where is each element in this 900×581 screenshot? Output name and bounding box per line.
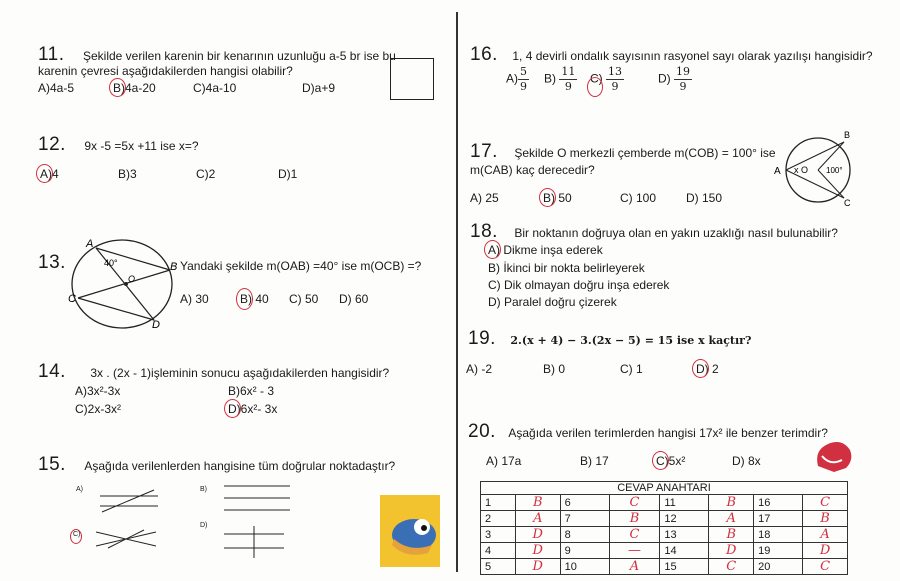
question-number-cell: 18 [754, 527, 803, 543]
answer-circle-mark [539, 188, 556, 207]
answer-cell: A [709, 511, 754, 527]
option-b[interactable]: B) İkinci bir nokta belirleyerek [488, 261, 645, 275]
option-d[interactable]: D) 8x [732, 454, 761, 468]
option-d[interactable]: D) 150 [686, 191, 723, 205]
option-d[interactable]: D) 60 [339, 292, 369, 306]
option-c-label[interactable]: C) [70, 529, 82, 543]
answer-cell: C [803, 495, 848, 511]
option-c-lines-figure [94, 528, 158, 550]
option-d-lines-figure [222, 526, 286, 558]
question-number-cell: 11 [660, 495, 709, 511]
question-20 [468, 421, 828, 443]
option-b[interactable]: B)3 [118, 167, 137, 181]
question-number: 12. [38, 134, 66, 155]
answer-circle-mark [224, 399, 241, 418]
question-number: 20. [468, 421, 496, 442]
option-d[interactable]: D) $\frac{19}{9}$ [658, 65, 691, 93]
answer-circle-mark [652, 451, 669, 470]
answer-key-row [481, 495, 848, 511]
option-a[interactable]: A) -2 [466, 362, 493, 376]
option-d[interactable]: D) 2 [696, 362, 719, 376]
question-text: Şekilde O merkezli çemberde m(COB) = 100° ise [514, 146, 776, 160]
question-number-cell: 8 [560, 527, 609, 543]
question-number-13: 13. [38, 252, 66, 273]
option-b[interactable]: B)6x² - 3 [228, 384, 275, 398]
option-a-label[interactable]: A) [76, 486, 83, 493]
answer-cell: B [803, 511, 848, 527]
question-number: 16. [470, 44, 498, 65]
question-number: 19. [468, 328, 496, 349]
question-text: 3x . (2x - 1)işleminin sonucu aşağıdakilerden hangisidir? [90, 366, 390, 380]
answer-cell: C [709, 559, 754, 575]
answer-key-row [481, 527, 848, 543]
answer-cell: B [709, 495, 754, 511]
answer-cell: A [609, 559, 660, 575]
option-c[interactable]: C)5x² [656, 454, 685, 468]
option-b-label[interactable]: B) [200, 486, 207, 493]
answer-circle-mark [484, 240, 501, 259]
question-number-cell: 7 [560, 511, 609, 527]
answer-key-row [481, 543, 848, 559]
option-d-label[interactable]: D) [200, 522, 208, 529]
answer-circle-mark [587, 77, 603, 97]
question-16 [470, 44, 873, 66]
option-a[interactable]: A) $\frac{5}{9}$ [506, 65, 527, 93]
question-number-cell: 6 [560, 495, 609, 511]
answer-key-table [480, 481, 848, 575]
question-text-cont: m(CAB) kaç derecedir? [470, 163, 595, 177]
page-divider [456, 12, 458, 572]
point-c-label: C [68, 293, 76, 305]
answer-cell: — [609, 543, 660, 559]
question-number-cell: 20 [754, 559, 803, 575]
question-text: 9x -5 =5x +11 ise x=? [84, 139, 199, 153]
option-d[interactable]: D) Paralel doğru çizerek [488, 295, 617, 309]
option-a[interactable]: A)4a-5 [38, 81, 75, 95]
question-number: 11. [38, 44, 65, 65]
question-text: Yandaki şekilde m(OAB) =40° ise m(OCB) =? [180, 259, 422, 273]
question-number-cell: 19 [754, 543, 803, 559]
answer-cell: B [515, 495, 560, 511]
option-a-lines-figure [98, 488, 160, 514]
question-number-cell: 13 [660, 527, 709, 543]
thinking-person-icon [812, 436, 856, 476]
question-number-cell: 9 [560, 543, 609, 559]
option-c[interactable]: C)2 [196, 167, 216, 181]
angle-label: 40° [104, 258, 118, 268]
answer-key-row [481, 511, 848, 527]
question-number-cell: 17 [754, 511, 803, 527]
option-a[interactable]: A)4 [40, 167, 59, 181]
question-12 [38, 134, 199, 156]
question-number-cell: 3 [481, 527, 516, 543]
option-c[interactable]: C) 100 [620, 191, 657, 205]
circle-central-angle-figure [770, 128, 856, 208]
point-a-label: A [774, 166, 781, 177]
option-a[interactable]: A) 30 [180, 292, 209, 306]
option-b[interactable]: B) 50 [543, 191, 572, 205]
answer-cell: D [515, 527, 560, 543]
point-a-label: A [86, 238, 94, 250]
answer-cell: A [803, 527, 848, 543]
question-text-cont: karenin çevresi aşağıdakilerden hangisi olabilir? [38, 64, 293, 78]
inner-labels: x O [794, 165, 809, 175]
question-number-cell: 5 [481, 559, 516, 575]
question-number-cell: 1 [481, 495, 516, 511]
question-text: Şekilde verilen karenin bir kenarının uzunluğu a-5 br ise bu [82, 49, 396, 63]
answer-circle-mark [36, 164, 53, 183]
option-b[interactable]: B) 17 [580, 454, 609, 468]
answer-circle-mark [236, 288, 253, 310]
answer-cell: D [515, 559, 560, 575]
question-17 [470, 141, 776, 163]
answer-cell: A [515, 511, 560, 527]
question-number-cell: 10 [560, 559, 609, 575]
question-number: 18. [470, 221, 498, 242]
question-number-cell: 12 [660, 511, 709, 527]
point-b-label: B [844, 130, 851, 140]
answer-circle-mark [692, 359, 709, 378]
angle-label: 100° [826, 166, 843, 175]
option-d[interactable]: D)1 [278, 167, 298, 181]
answer-key-row [481, 559, 848, 575]
option-d[interactable]: D)a+9 [302, 81, 336, 95]
option-c[interactable]: C) 1 [620, 362, 643, 376]
option-a[interactable]: A) 17a [486, 454, 522, 468]
option-d[interactable]: D)6x²- 3x [228, 402, 277, 416]
question-19 [468, 328, 751, 350]
circle-inscribed-angle-figure [64, 234, 184, 332]
question-number-cell: 16 [754, 495, 803, 511]
answer-cell: D [515, 543, 560, 559]
question-number-cell: 15 [660, 559, 709, 575]
point-o-label: O [128, 274, 136, 284]
question-text: 1, 4 devirli ondalık sayısının rasyonel sayı olarak yazılışı hangisidir? [512, 49, 873, 63]
option-c[interactable]: C) 50 [289, 292, 319, 306]
option-b[interactable]: B)4a-20 [113, 81, 156, 95]
question-number: 17. [470, 141, 498, 162]
option-c[interactable]: C)4a-10 [193, 81, 237, 95]
option-c[interactable]: C)2x-3x² [75, 402, 122, 416]
question-number: 14. [38, 361, 66, 382]
option-b[interactable]: B) 40 [240, 292, 269, 306]
point-b-label: B [170, 261, 178, 273]
question-18 [470, 221, 838, 243]
question-number: 15. [38, 454, 66, 475]
answer-cell: B [609, 511, 660, 527]
option-b[interactable]: B) 0 [543, 362, 566, 376]
answer-key-title: CEVAP ANAHTARI [480, 481, 848, 494]
question-text: 2.(x + 4) − 3.(2x − 5) = 15 ise x kaçtır? [510, 334, 752, 347]
answer-cell: C [803, 559, 848, 575]
option-a[interactable]: A) Dikme inşa ederek [488, 243, 603, 257]
option-c[interactable]: C) $\frac{13}{9}$ [590, 66, 624, 93]
option-b-lines-figure [222, 482, 292, 514]
question-number-cell: 2 [481, 511, 516, 527]
question-14 [38, 361, 389, 383]
question-number-cell: 14 [660, 543, 709, 559]
point-d-label: D [152, 319, 160, 331]
option-a[interactable]: A) 25 [470, 191, 499, 205]
answer-circle-mark [109, 78, 126, 97]
answer-cell: B [709, 527, 754, 543]
question-number-cell: 4 [481, 543, 516, 559]
question-text: Bir noktanın doğruya olan en yakın uzaklığı nasıl bulunabilir? [514, 226, 838, 240]
answer-cell: C [609, 495, 660, 511]
answer-cell: C [609, 527, 660, 543]
question-text: Aşağıda verilen terimlerden hangisi 17x² ile benzer terimdir? [508, 426, 828, 440]
square-figure [390, 58, 434, 100]
answer-cell: D [709, 543, 754, 559]
question-11 [38, 44, 396, 66]
answer-cell: D [803, 543, 848, 559]
option-a[interactable]: A)3x²-3x [75, 384, 121, 398]
question-text: Aşağıda verilenlerden hangisine tüm doğrular noktadaştır? [84, 459, 396, 473]
option-c[interactable]: C) Dik olmayan doğru inşa ederek [488, 278, 670, 292]
cartoon-character-image [380, 495, 440, 567]
question-15 [38, 454, 395, 476]
option-b[interactable]: B) $\frac{11}{9}$ [544, 65, 576, 93]
point-c-label: C [844, 198, 851, 208]
